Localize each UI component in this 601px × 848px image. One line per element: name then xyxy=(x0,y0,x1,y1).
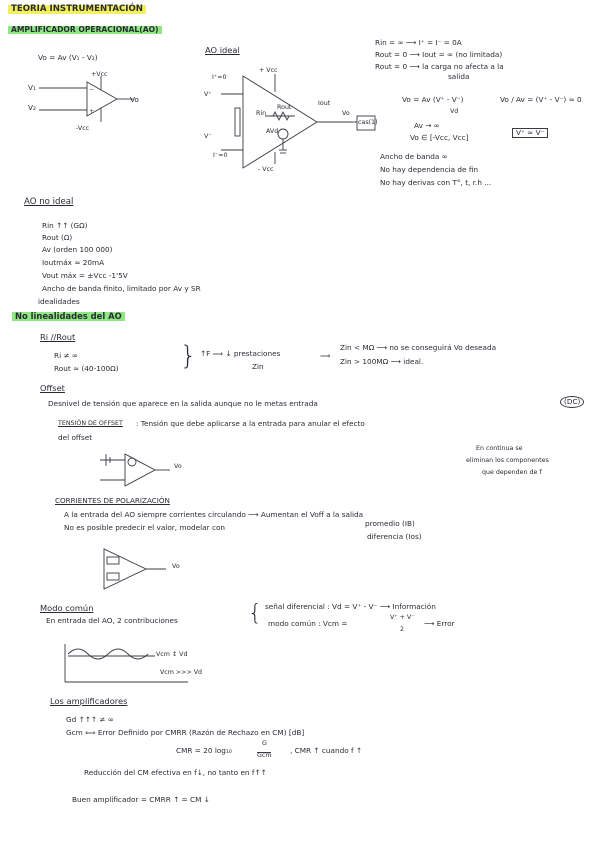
cm-signal-graph xyxy=(60,642,190,684)
amps-line2: Gcm ⟺ Error Definido por CMRR (Razón de Rechazo en CM) [dB] xyxy=(66,728,305,737)
modo-line1: En entrada del AO, 2 contribuciones xyxy=(46,616,178,625)
ri-item-1: Ri ≠ ∞ xyxy=(54,351,78,360)
offset-title: Offset xyxy=(40,383,65,393)
noideal-item-2: Rout (Ω) xyxy=(42,233,73,242)
ideal-load: cas(1) xyxy=(358,119,378,126)
noideal-item-7: idealidades xyxy=(38,297,80,306)
tension-offset-text: : Tensión que debe aplicarse a la entrada para anular el efecto xyxy=(136,419,365,428)
tension-offset-title: TENSIÓN DE OFFSET xyxy=(58,420,123,427)
modo-diferencial: señal diferencial : Vd = V⁺ - V⁻ ⟶ Información xyxy=(265,602,436,611)
ideal-rout: Rout xyxy=(277,104,292,111)
offset-dc: (DC) xyxy=(560,396,584,408)
ideal-i-plus: I⁺≈0 xyxy=(212,74,227,81)
cmrr-note: , CMR ↑ cuando f ↑ xyxy=(290,746,363,755)
corrientes-line2: No es posible predecir el valor, modelar con xyxy=(64,523,226,532)
ao-ideal-heading: AO ideal xyxy=(205,45,240,55)
ideal-v-minus: V⁻ xyxy=(204,133,212,140)
fig1-v1: V₁ xyxy=(28,83,36,92)
noideal-item-1: Rin ↑↑ (GΩ) xyxy=(42,221,88,230)
amps-title: Los amplificadores xyxy=(50,696,128,706)
bias-vo: Vo xyxy=(172,563,180,570)
ideal-avd: AVd xyxy=(266,128,279,135)
fig1-v2: V₂ xyxy=(28,103,36,112)
ideal-vcc-pos: + Vcc xyxy=(259,67,278,74)
side-note-1: En continua se xyxy=(476,445,523,452)
noideal-item-3: Av (orden 100 000) xyxy=(42,245,113,254)
ideal-av-inf: Av → ∞ xyxy=(414,121,440,130)
graph-vcm-note: Vcm >>> Vd xyxy=(160,669,203,676)
cmrr-num: G xyxy=(262,740,267,747)
ideal-rin: Rin xyxy=(256,110,267,117)
amps-line3: Reducción del CM efectiva en f↓, no tanto en f↑↑ xyxy=(84,768,267,777)
opamp-ideal-diagram xyxy=(205,68,375,174)
modo-brace: { xyxy=(248,601,262,626)
noideal-item-6: Ancho de banda finito, limitado por Av y SR xyxy=(42,284,201,293)
tension-offset-text2: del offset xyxy=(58,433,93,442)
offset-vo: Vo xyxy=(174,463,182,470)
ideal-vd-label: Vd xyxy=(450,108,459,115)
cmrr-den: Gcm xyxy=(257,752,272,759)
ideal-vo: Vo xyxy=(342,110,350,117)
ideal-bullet-drift: No hay derivas con T°, t, r.h ... xyxy=(380,178,492,187)
ideal-bullet-bw: Ancho de banda ∞ xyxy=(380,152,448,161)
side-note-2: eliminan los componentes xyxy=(466,457,549,464)
ideal-v-plus: V⁺ xyxy=(204,91,212,98)
modo-frac-num: V⁺ + V⁻ xyxy=(390,614,415,621)
modo-frac-den: 2 xyxy=(400,626,405,633)
vo-formula: Vo = Av (V₁ - V₂) xyxy=(38,53,98,62)
ri-rout-title: Ri //Rout xyxy=(40,332,76,342)
noideal-item-4: Ioutmáx ≈ 20mA xyxy=(42,258,105,267)
ideal-bullet-1: Rin = ∞ ⟶ I⁺ = I⁻ = 0A xyxy=(375,38,462,47)
amps-line1: Gd ↑↑↑ ≠ ∞ xyxy=(66,715,114,724)
fig1-vcc-neg: -Vcc xyxy=(76,125,90,132)
ao-no-ideal-heading: AO no ideal xyxy=(24,197,74,207)
ri-right-1: Zin < MΩ ⟶ no se conseguirá Vo deseada xyxy=(340,343,497,352)
ri-implies: ⟹ xyxy=(320,351,331,360)
modo-comun-title: Modo común xyxy=(40,603,94,613)
fig1-vo: Vo xyxy=(130,95,139,104)
ideal-vo-ratio: Vo / Av = (V⁺ - V⁻) ≈ 0 xyxy=(500,95,582,104)
ideal-vo-formula: Vo = Av (V⁺ - V⁻) xyxy=(402,95,464,104)
noideal-item-5: Vout máx = ±Vcc -1'5V xyxy=(42,271,128,280)
svg-text:+: + xyxy=(89,108,95,115)
corrientes-line1: A la entrada del AO siempre corrientes circulando ⟶ Aumentan el Voff a la salida xyxy=(64,510,364,519)
ideal-vplus-vminus: V⁺ ≈ V⁻ xyxy=(512,128,548,138)
ideal-bullet-3b: salida xyxy=(448,72,470,81)
offset-text: Desnivel de tensión que aparece en la salida aunque no le metas entrada xyxy=(48,399,318,408)
corrientes-opt1: promedio (IB) xyxy=(365,519,415,528)
side-note-3: que dependen de f xyxy=(482,469,542,476)
ri-brace: } xyxy=(180,341,197,371)
fig1-vcc-pos: +Vcc xyxy=(91,71,108,78)
ri-right-2: Zin > 100MΩ ⟶ ideal. xyxy=(340,357,424,366)
graph-vcm-label: Vcm ↕ Vd xyxy=(156,651,188,658)
ideal-bullet-3: Rout = 0 ⟶ la carga no afecta a la xyxy=(375,62,504,71)
corrientes-opt2: diferencia (Ios) xyxy=(367,532,422,541)
ideal-bullet-2: Rout = 0 ⟶ Iout = ∞ (no limitada) xyxy=(375,50,503,59)
cmrr-formula: CMR = 20 log₁₀ xyxy=(176,746,232,755)
no-lin-heading: No linealidades del AO xyxy=(12,312,125,321)
ri-mid: ↑F ⟹ ↓ prestaciones xyxy=(200,349,281,358)
ri-mid-zin: Zin xyxy=(252,362,264,371)
modo-comun-def: modo común : Vcm = xyxy=(268,619,348,628)
amps-line4: Buen amplificador = CMRR ↑ = CM ↓ xyxy=(72,795,210,804)
ideal-vcc-neg: - Vcc xyxy=(258,166,274,173)
ri-item-2: Rout ≈ (40-100Ω) xyxy=(54,364,119,373)
svg-text:−: − xyxy=(89,86,95,93)
ideal-vo-range: Vo ∈ [-Vcc, Vcc] xyxy=(410,133,469,142)
ideal-i-minus: I⁻≈0 xyxy=(213,152,228,159)
ideal-bullet-fin: No hay dependencia de fin xyxy=(380,165,479,174)
page-title: TEORIA INSTRUMENTACIÓN xyxy=(8,5,146,14)
ideal-iout: Iout xyxy=(318,100,331,107)
modo-error: ⟶ Error xyxy=(424,619,455,628)
section-ao-heading: AMPLIFICADOR OPERACIONAL(AO) xyxy=(8,26,162,34)
corrientes-title: CORRIENTES DE POLARIZACIÓN xyxy=(55,496,170,505)
